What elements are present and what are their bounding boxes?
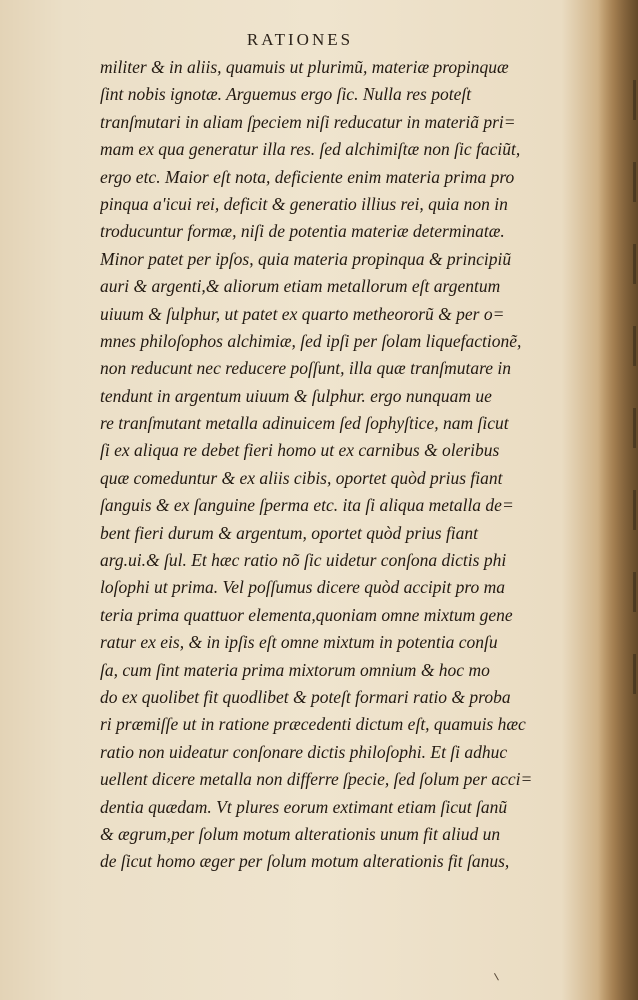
facing-page-edge bbox=[622, 80, 636, 780]
text-line: ratur ex eis, & in ipſis eſt omne mixtum in potentia conſu bbox=[100, 632, 498, 653]
text-line: bent fieri durum & argentum, oportet quòd prius fiant bbox=[100, 522, 479, 543]
text-line: teria prima quattuor elementa,quoniam omne mixtum gene bbox=[100, 604, 513, 625]
text-line: tranſmutari in aliam ſpeciem niſi reducatur in materiã pri= bbox=[100, 111, 516, 132]
text-line: uiuum & ſulphur, ut patet ex quarto metheororũ & per o= bbox=[100, 303, 505, 324]
text-line: ſint nobis ignotæ. Arguemus ergo ſic. Nulla res poteſt bbox=[100, 84, 472, 105]
text-line: quæ comeduntur & ex aliis cibis, oportet quòd prius fiant bbox=[100, 467, 503, 488]
text-line: ergo etc. Maior eſt nota, deficiente enim materia prima pro bbox=[100, 166, 515, 187]
text-line: militer & in aliis, quamuis ut plurimũ, materiæ propinquæ bbox=[100, 57, 509, 77]
text-line: loſophi ut prima. Vel poſſumus dicere quòd accipit pro ma bbox=[100, 577, 506, 598]
text-line: mam ex qua generatur illa res. ſed alchimiſtæ non ſic faciũt, bbox=[100, 139, 521, 160]
text-line: do ex quolibet fit quodlibet & poteſt formari ratio & proba bbox=[100, 686, 511, 707]
body-text bbox=[100, 54, 592, 876]
text-line: ri præmiſſe ut in ratione præcedenti dictum eſt, quamuis hæc bbox=[100, 714, 526, 735]
text-line: ratio non uideatur conſonare dictis philoſophi. Et ſi adhuc bbox=[100, 741, 508, 762]
text-line: de ſicut homo æger per ſolum motum alterationis fit ſanus, bbox=[100, 851, 510, 872]
text-line: ſi ex aliqua re debet fieri homo ut ex carnibus & oleribus bbox=[100, 440, 500, 461]
text-line: dentia quædam. Vt plures eorum extimant etiam ſicut ſanũ bbox=[100, 796, 508, 817]
text-line: ſanguis & ex ſanguine ſperma etc. ita ſi aliqua metalla de= bbox=[100, 495, 514, 516]
text-line: arg.ui.& ſul. Et hæc ratio nõ ſic uidetur conſona dictis phi bbox=[100, 550, 507, 571]
text-line: & ægrum,per ſolum motum alterationis unum fit aliud un bbox=[100, 823, 501, 844]
running-title: RATIONES bbox=[246, 30, 354, 49]
text-line: non reducunt nec reducere poſſunt, illa quæ tranſmutare in bbox=[100, 358, 512, 379]
text-line: auri & argenti,& aliorum etiam metallorum eſt argentum bbox=[100, 276, 501, 297]
text-line: re tranſmutant metalla adinuicem ſed ſophyſtice, nam ſicut bbox=[100, 413, 509, 434]
text-line: Minor patet per ipſos, quia materia propinqua & principiũ bbox=[100, 248, 512, 269]
text-line: troducuntur formæ, niſi de potentia materiæ determinatæ. bbox=[100, 221, 505, 242]
text-line: mnes philoſophos alchimiæ, ſed ipſi per ſolam liquefactionẽ, bbox=[100, 330, 522, 351]
text-line: uellent dicere metalla non differre ſpecie, ſed ſolum per acci= bbox=[100, 769, 533, 790]
text-line: tendunt in argentum uiuum & ſulphur. ergo nunquam ue bbox=[100, 385, 492, 406]
text-line: pinqua a'icui rei, deficit & generatio illius rei, quia non in bbox=[100, 193, 508, 214]
text-line: ſa, cum ſint materia prima mixtorum omnium & hoc mo bbox=[100, 659, 490, 680]
ink-mark bbox=[493, 973, 499, 981]
